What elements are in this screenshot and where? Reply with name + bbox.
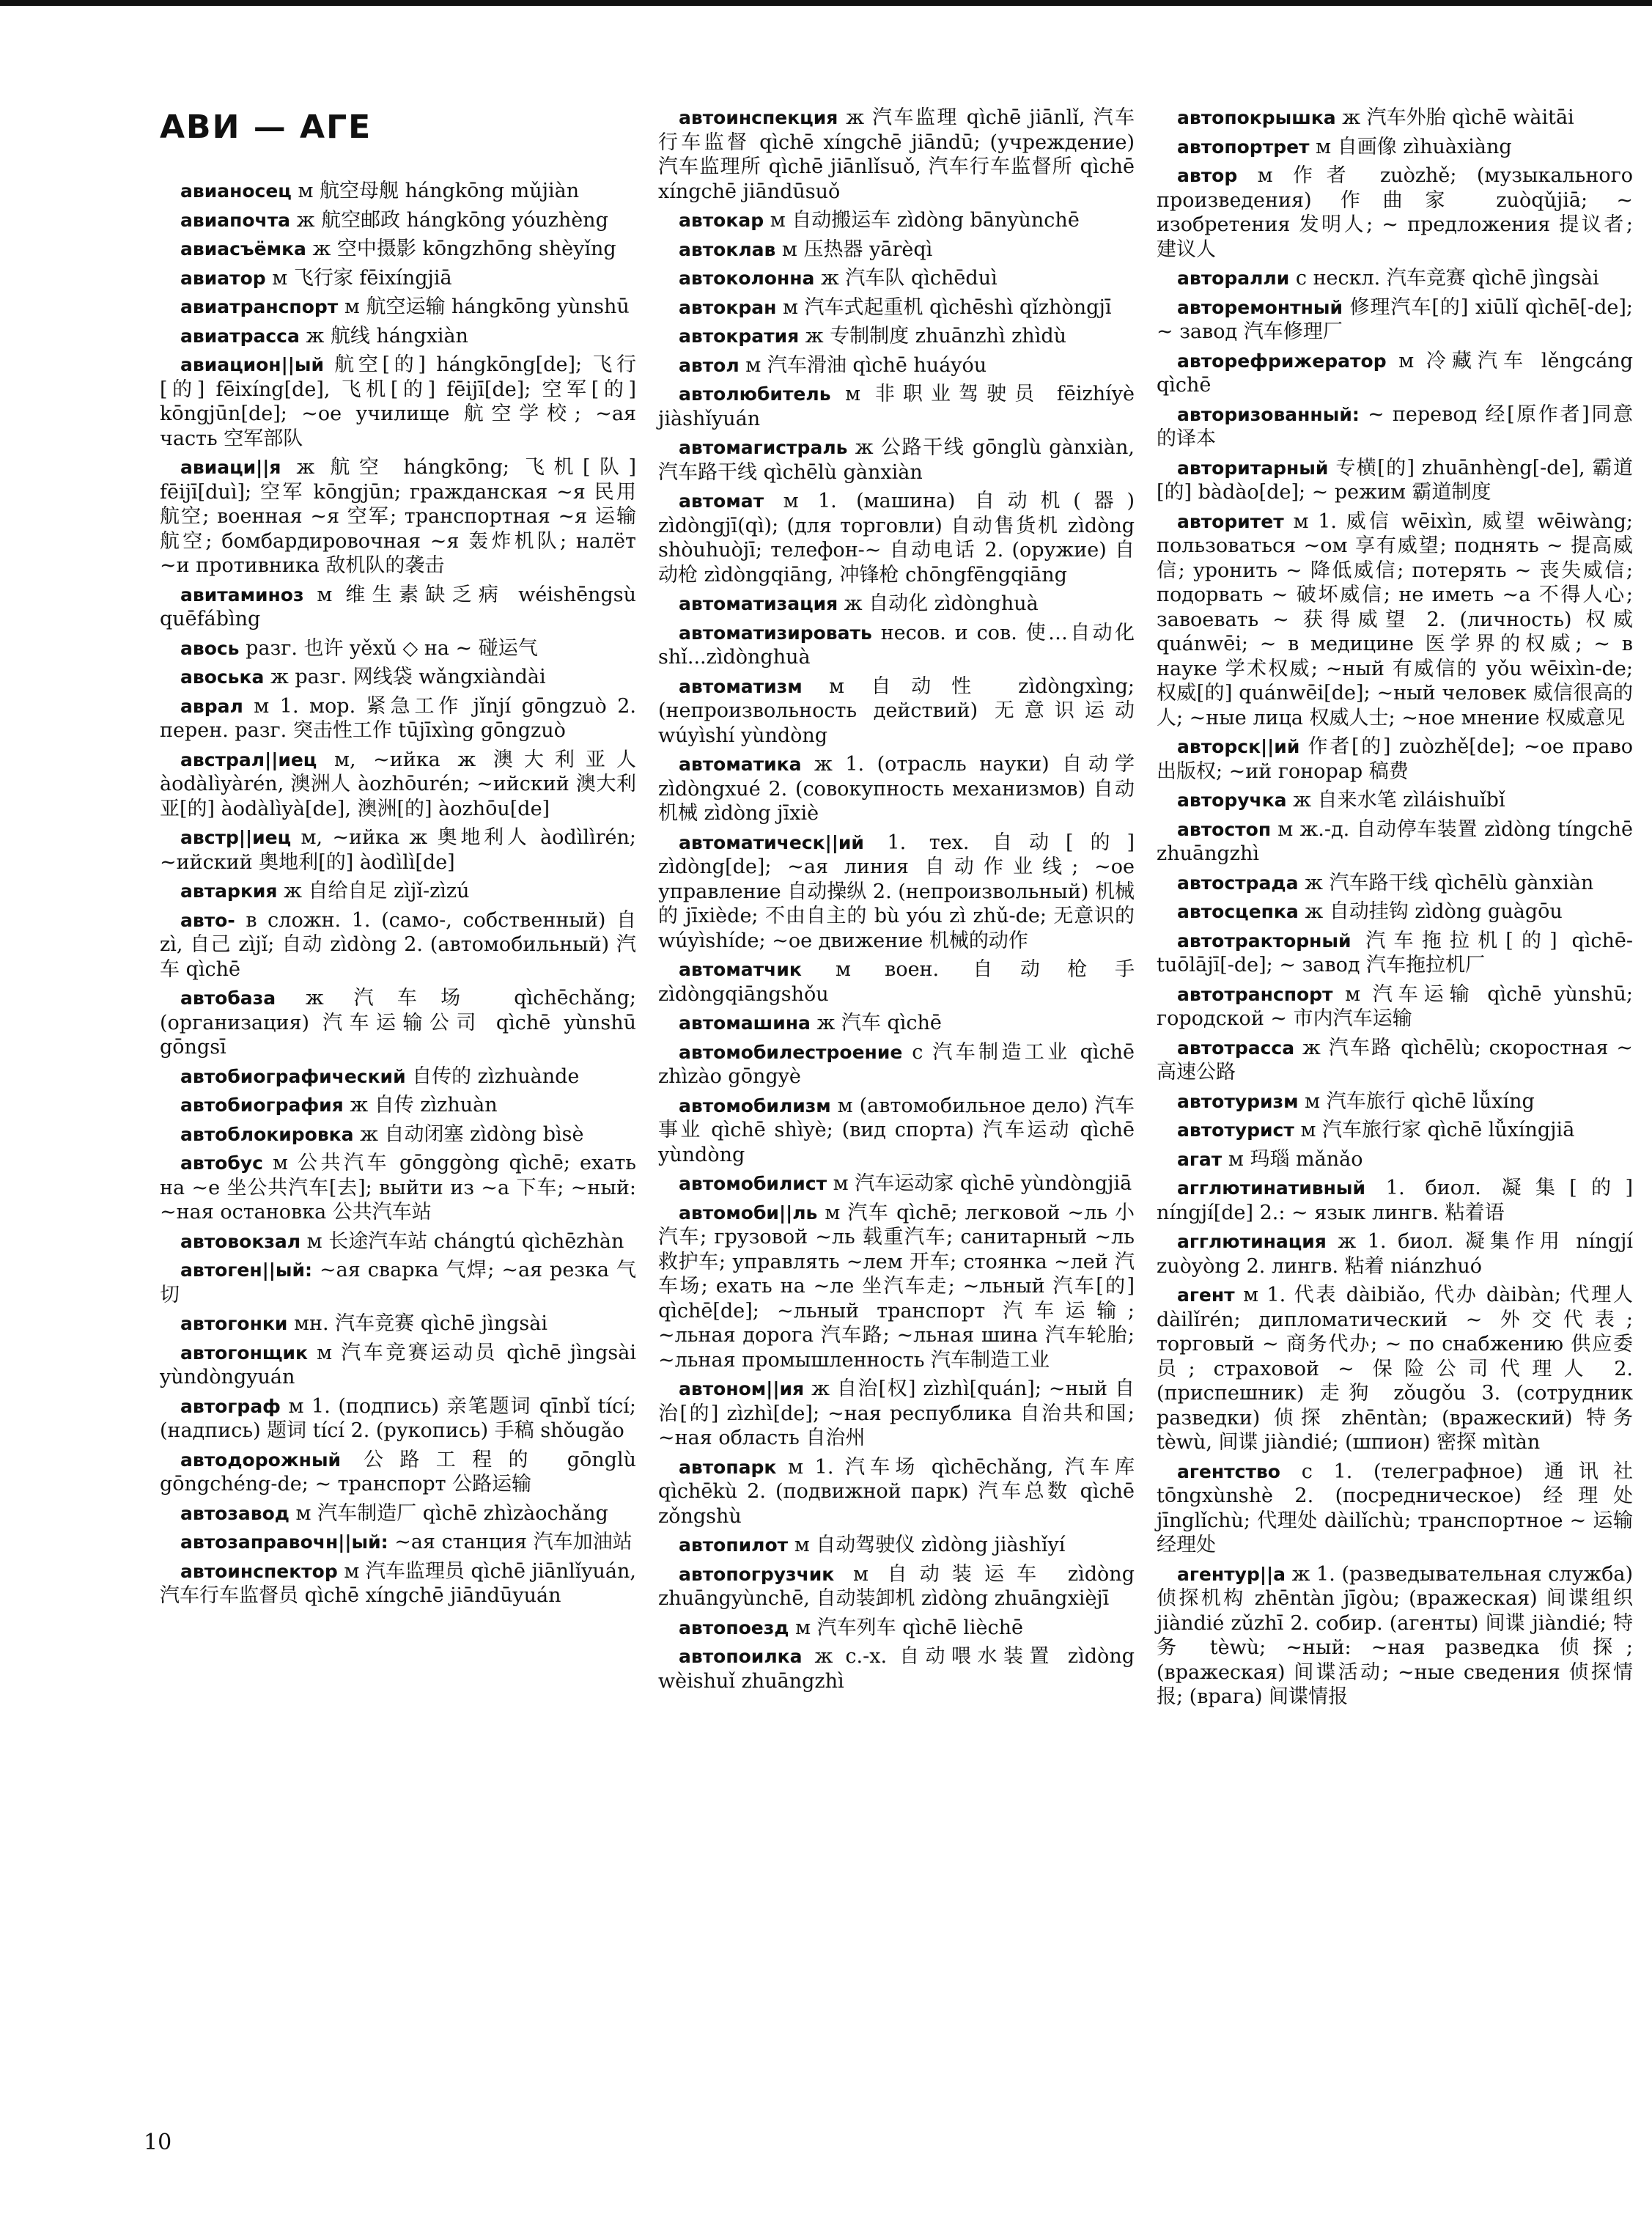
entry-definition: 作者[的] zuòzhě[de]; ~ое право 出版权; ~ий гонорар 稿费 (1157, 735, 1633, 783)
dictionary-entry (658, 1616, 1135, 1641)
entry-definition: м 1. 威信 wēixìn, 威望 wēiwàng; пользоваться ~ом 享有威望; поднять ~ 提高威信; уронить ~ 降低威信; потерять ~ 丧失威信; подорвать ~ 破坏威信; не иметь ~а 不得人心; завоевать ~ 获得威望 2. (личность) 权威 quánwēi; ~ в медицине 医学界的权威; ~ в науке 学术权威; ~ный 有威信的 yǒu wēixìn-de; 权威[的] quánwēi[de]; ~ный человек 威信很高的人; ~ные лица 权威人士; ~ное мнение 权威意见 (1157, 509, 1633, 729)
entry-headword: агентство (1177, 1460, 1280, 1482)
entry-definition: 专横[的] zhuānhèng[-de], 霸道[的] bàdào[de]; ~ режим 霸道制度 (1157, 456, 1633, 504)
entry-definition: м (автомобильное дело) 汽车事业 qìchē shìyè; (вид спорта) 汽车运动 qìchē yùndòng (658, 1094, 1135, 1166)
entry-headword: автоген||ый: (180, 1259, 313, 1281)
dictionary-entry (160, 179, 636, 204)
dictionary-entry (658, 1644, 1135, 1693)
entry-definition: м 汽车监理员 qìchē jiānlǐyuán, 汽车行车监督员 qìchē xíngchē jiāndūyuán (160, 1559, 636, 1607)
entry-headword: автобаза (180, 987, 276, 1009)
dictionary-entry (160, 353, 636, 451)
entry-headword: автостоп (1177, 818, 1272, 840)
entry-headword: авторучка (1177, 790, 1287, 811)
dictionary-entry (160, 1229, 636, 1254)
entry-definition: м ж.-д. 自动停车装置 zìdòng tíngchē zhuāngzhì (1157, 817, 1633, 865)
entry-headword: авторитет (1177, 510, 1284, 532)
entry-headword: автопокрышка (1177, 107, 1336, 128)
entry-definition: ж 汽车队 qìchēduì (821, 267, 998, 290)
dictionary-entry (658, 1040, 1135, 1089)
entry-headword: авто- (180, 909, 235, 931)
entry-definition: 修理汽车[的] xiūlǐ qìchē[-de]; ~ завод 汽车修理厂 (1157, 295, 1633, 343)
dictionary-entry (160, 665, 636, 690)
entry-definition: ж 汽车外胎 qìchē wàitāi (1342, 106, 1574, 129)
entry-definition: м 长途汽车站 chángtú qìchēzhàn (306, 1229, 624, 1253)
dictionary-entry (658, 208, 1135, 233)
dictionary-entry (160, 908, 636, 982)
dictionary-entry (160, 694, 636, 743)
dictionary-entry (1157, 1229, 1633, 1279)
dictionary-entry (658, 266, 1135, 291)
dictionary-entry (160, 1559, 636, 1608)
dictionary-entry (658, 1011, 1135, 1036)
entry-headword: автобиографический (180, 1065, 406, 1087)
entry-definition: м 汽车旅行 qìchē lǚxíng (1305, 1089, 1535, 1113)
entry-headword: авось (180, 637, 240, 659)
column-1 (160, 179, 636, 1613)
entry-definition: 公路工程的 gōnglù gōngchéng-de; ~ транспорт 公路运输 (160, 1448, 636, 1496)
dictionary-entry (658, 1171, 1135, 1196)
dictionary-entry (658, 674, 1135, 748)
entry-definition: ж 自动挂钩 zìdòng guàgōu (1305, 900, 1563, 923)
entry-definition: м 航空运输 hángkōng yùnshū (344, 295, 630, 318)
entry-headword: авианосец (180, 180, 292, 202)
entry-definition: м 玛瑙 mǎnǎo (1228, 1147, 1363, 1171)
entry-definition: ж 专制制度 zhuānzhì zhìdù (805, 325, 1066, 347)
dictionary-entry (160, 636, 636, 661)
entry-headword: авторемонтный (1177, 296, 1343, 318)
dictionary-entry (658, 295, 1135, 320)
entry-definition: мн. 汽车竞赛 qìchē jìngsài (293, 1312, 547, 1335)
dictionary-entry (160, 583, 636, 632)
entry-definition: ж 1. (разведывательная служба) 侦探机构 zhēntàn jīgòu; (вражеская) 间谍组织 jiàndié zǔzhī 2. собир. (агенты) 间谍 jiàndié; 特务 tèwù; ~ный: ~ная разведка 侦探; (вражеская) 间谍活动; ~ные сведения 侦探情报; (врага) 间谍情报 (1157, 1562, 1633, 1708)
entry-definition: ~ая сварка 气焊; ~ая резка 气切 (160, 1259, 636, 1306)
dictionary-entry (160, 208, 636, 233)
entry-definition: в сложн. 1. (само-, собственный) 自 zì, 自己 zìjǐ; 自动 zìdòng 2. (автомобильный) 汽车 qìchē (160, 908, 636, 981)
entry-definition: м 1. 汽车场 qìchēchǎng, 汽车库 qìchēkù 2. (подвижной парк) 汽车总数 qìchē zǒngshù (658, 1455, 1135, 1528)
dictionary-entry (1157, 1118, 1633, 1143)
entry-definition: ж с.-х. 自动喂水装置 zìdòng wèishuǐ zhuāngzhì (658, 1645, 1135, 1693)
entry-definition: м 1. (подпись) 亲笔题词 qīnbǐ tící; (надпись) 题词 tící 2. (рукопись) 手稿 shǒugǎo (160, 1394, 636, 1442)
dictionary-entry (160, 1064, 636, 1089)
entry-definition: м 汽车旅行家 qìchē lǚxíngjiā (1300, 1119, 1575, 1141)
dictionary-entry (160, 1341, 636, 1390)
dictionary-entry (658, 238, 1135, 262)
dictionary-entry (1157, 735, 1633, 784)
column-2 (658, 106, 1135, 1698)
entry-definition: м 汽车式起重机 qìchēshì qǐzhòngjī (782, 295, 1112, 319)
dictionary-entry (1157, 982, 1633, 1031)
entry-headword: агент (1177, 1284, 1235, 1306)
entry-definition: м 自动驾驶仪 zìdòng jiàshǐyí (794, 1534, 1066, 1556)
entry-definition: м 汽车竞赛运动员 qìchē jìngsài yùndòngyuán (160, 1341, 636, 1388)
entry-headword: автопогрузчик (679, 1563, 835, 1585)
entry-definition: м 自画像 zìhuàxiàng (1316, 135, 1512, 158)
dictionary-entry (1157, 266, 1633, 291)
entry-definition: ж 航线 hángxiàn (306, 324, 468, 347)
entry-definition: 1. тех. 自动[的] zìdòng[de]; ~ая линия 自动作业线; ~ое управление 自动操纵 2. (непроизвольный) 机械的 jīxiède; 不由自主的 bù yóu zì zhǔ-de; 无意识的 wúyìshíde; ~ое движение 机械的动作 (658, 831, 1135, 952)
dictionary-entry (1157, 163, 1633, 262)
entry-headword: автомашина (679, 1012, 811, 1034)
dictionary-entry (160, 237, 636, 262)
dictionary-entry (1157, 1562, 1633, 1710)
page-header: АВИ — АГЕ (160, 108, 372, 146)
entry-headword: автоpалли (1177, 268, 1290, 289)
dictionary-entry (658, 106, 1135, 204)
dictionary-entry (160, 748, 636, 822)
entry-definition: ж 自传 zìzhuàn (350, 1094, 498, 1116)
entry-definition: м 冷藏汽车 lěngcáng qìchē (1157, 349, 1633, 397)
entry-headword: агглютинативный (1177, 1177, 1365, 1199)
entry-headword: автограф (180, 1395, 281, 1417)
dictionary-entry (1157, 900, 1633, 924)
entry-definition: м 汽车滑油 qìchē huáyóu (745, 353, 987, 377)
entry-headword: австрал||иец (180, 748, 317, 770)
entry-definition: м 自动装运车 zìdòng zhuāngyùnchē, 自动装卸机 zìdòng zhuāngxièjī (658, 1562, 1135, 1610)
dictionary-entry (1157, 295, 1633, 345)
entry-headword: авиатор (180, 267, 266, 289)
entry-definition: м 航空母舰 hángkōng mǔjiàn (298, 180, 580, 202)
dictionary-entry (1157, 788, 1633, 813)
entry-headword: автоматизировать (679, 622, 872, 644)
entry-headword: автозаправочн||ый: (180, 1531, 388, 1553)
entry-headword: автосцепка (1177, 901, 1299, 922)
dictionary-entry (1157, 509, 1633, 731)
entry-definition: ж 公路干线 gōnglù gànxiàn, 汽车路干线 qìchēlù gànxiàn (658, 436, 1135, 484)
entry-definition: ~ перевод 经[原作者]同意的译本 (1157, 402, 1633, 450)
dictionary-entry (160, 455, 636, 578)
entry-definition: ~ая станция 汽车加油站 (394, 1531, 633, 1553)
dictionary-entry (160, 1122, 636, 1147)
entry-headword: автозавод (180, 1502, 290, 1524)
entry-definition: м 汽车制造厂 qìchē zhìzàochǎng (295, 1501, 608, 1525)
entry-headword: автоблокировка (180, 1123, 354, 1145)
entry-definition: ж 汽车路 qìchēlù; скоростная ~ 高速公路 (1157, 1036, 1634, 1084)
entry-definition: 自传的 zìzhuànde (412, 1064, 580, 1088)
dictionary-entry (1157, 1036, 1633, 1085)
dictionary-entry (160, 1501, 636, 1526)
entry-headword: авторитарный (1177, 457, 1329, 479)
entry-definition: ж 汽车场 qìchēchǎng; (организация) 汽车运输公司 qìchē yùnshū gōngsī (160, 987, 636, 1059)
dictionary-entry (658, 1201, 1135, 1373)
entry-definition: с 汽车制造工业 qìchē zhìzào gōngyè (658, 1040, 1135, 1088)
entry-headword: автоматика (679, 754, 802, 775)
entry-definition: м 汽车 qìchē; легковой ~ль 小汽车; грузовой ~ль 载重汽车; санитарный ~ль 救护车; управлять ~лем 开车; стоянка ~лей 汽车场; ехать на ~ле 坐汽车走; ~льный 汽车[的] qìchē[de]; ~льный транспорт 汽车运输; ~льная дорога 汽车路; ~льная шина 汽车轮胎; ~льная промышленность 汽车制造工业 (658, 1201, 1135, 1372)
entry-headword: автотракторный (1177, 930, 1352, 952)
column-3 (1157, 106, 1633, 1714)
entry-headword: автокран (679, 296, 777, 318)
entry-headword: авиатранспорт (180, 296, 339, 317)
dictionary-entry (1157, 456, 1633, 505)
dictionary-entry (1157, 402, 1633, 452)
dictionary-entry (160, 1394, 636, 1443)
entry-headword: автогонщик (180, 1342, 308, 1364)
dictionary-entry (1157, 929, 1633, 978)
dictionary-entry (658, 435, 1135, 485)
entry-headword: авторск||ий (1177, 736, 1300, 757)
dictionary-entry (658, 1377, 1135, 1451)
dictionary-entry (658, 382, 1135, 431)
entry-headword: авиапочта (180, 209, 291, 231)
dictionary-entry (658, 592, 1135, 617)
entry-definition: м 自动搬运车 zìdòng bānyùnchē (770, 209, 1080, 232)
entry-definition: м 压热器 yārèqì (781, 238, 933, 261)
entry-definition: м 汽车运动家 qìchē yùndòngjiā (833, 1172, 1132, 1195)
dictionary-entry (160, 1312, 636, 1336)
entry-headword: авиатрасса (180, 325, 300, 347)
entry-headword: автоматическ||ий (679, 831, 864, 853)
entry-headword: автоинспекция (679, 107, 838, 128)
entry-headword: автоматизация (679, 593, 838, 614)
entry-definition: ж 自治[权] zìzhì[quán]; ~ный 自治[的] zìzhì[de]; ~ная республика 自治共和国; ~ная область 自治州 (658, 1377, 1135, 1449)
entry-headword: автопортрет (1177, 136, 1310, 158)
entry-definition: м 自动性 zìdòngxìng; (непроизвольность действий) 无意识运动 wúyìshí yùndòng (658, 674, 1135, 747)
dictionary-entry (160, 1448, 636, 1497)
dictionary-entry (160, 879, 636, 904)
dictionary-entry (658, 1562, 1135, 1611)
dictionary-entry (160, 295, 636, 320)
entry-definition: ж 汽车监理 qìchē jiānlǐ, 汽车行车监督 qìchē xíngchē jiāndū; (учреждение) 汽车监理所 qìchē jiānlǐsuǒ, 汽车行车监督所 qìchē xíngchē jiāndūsuǒ (658, 106, 1135, 203)
entry-headword: агглютинация (1177, 1231, 1327, 1252)
entry-definition: 汽车拖拉机[的] qìchē-tuōlājī[-de]; ~ завод 汽车拖拉机厂 (1157, 929, 1633, 976)
entry-definition: м 1. мор. 紧急工作 jǐnjí gōngzuò 2. перен. разг. 突击性工作 tūjīxìng gōngzuò (160, 694, 636, 742)
entry-headword: автопоилка (679, 1646, 803, 1667)
entry-definition: ж 自给自足 zìjǐ-zìzú (284, 880, 470, 902)
entry-definition: 航空[的] hángkōng[de]; 飞行[的] fēixíng[de], 飞机[的] fēijī[de]; 空军[的] kōngjūn[de]; ~ое училище 航空学校; ~ая часть 空军部队 (160, 353, 636, 450)
entry-headword: авторизованный: (1177, 403, 1360, 425)
entry-definition: м 非职业驾驶员 fēizhíyè jiàshǐyuán (658, 383, 1135, 430)
entry-headword: автоклав (679, 238, 776, 260)
dictionary-entry (658, 1094, 1135, 1168)
entry-headword: автовокзал (180, 1230, 301, 1252)
entry-definition: м 维生素缺乏病 wéishēngsù quēfábìng (160, 583, 636, 630)
dictionary-entry (1157, 1089, 1633, 1114)
entry-headword: агат (1177, 1148, 1223, 1170)
entry-definition: ж 自动化 zìdònghuà (844, 592, 1039, 615)
dictionary-entry (658, 1533, 1135, 1558)
dictionary-entry (1157, 1283, 1633, 1455)
dictionary-entry (1157, 817, 1633, 867)
entry-headword: автоматчик (679, 959, 802, 980)
entry-definition: ж 汽车 qìchē (816, 1012, 942, 1034)
entry-headword: автобиография (180, 1095, 344, 1116)
entry-headword: автомобилизм (679, 1095, 831, 1116)
entry-headword: автомобилестроение (679, 1041, 903, 1063)
dictionary-entry (160, 986, 636, 1060)
dictionary-entry (658, 353, 1135, 378)
entry-headword: автопоезд (679, 1616, 789, 1638)
entry-definition: м, ~ийка ж 澳大利亚人 àodàlìyàrén, 澳洲人 àozhōurén; ~ийский 澳大利亚[的] àodàlìyà[de], 澳洲[的] àozhōu[de] (160, 748, 636, 820)
entry-definition: ж разг. 网线袋 wǎngxiàndài (270, 666, 546, 688)
dictionary-entry (658, 957, 1135, 1007)
entry-headword: автоном||ия (679, 1378, 805, 1399)
dictionary-entry (658, 831, 1135, 954)
entry-definition: м 飞行家 fēixíngjiā (272, 266, 452, 290)
entry-headword: автокар (679, 210, 764, 231)
entry-headword: автол (679, 354, 740, 376)
dictionary-entry (658, 324, 1135, 349)
dictionary-entry (1157, 135, 1633, 160)
dictionary-entry (1157, 1460, 1633, 1558)
entry-headword: автогонки (180, 1313, 288, 1334)
dictionary-entry (160, 266, 636, 291)
entry-definition: ж 自来水笔 zìláishuǐbǐ (1293, 789, 1505, 812)
entry-headword: авиацион||ый (180, 354, 324, 375)
entry-headword: автомобилист (679, 1173, 827, 1194)
dictionary-entry (160, 1093, 636, 1118)
entry-headword: автострада (1177, 872, 1299, 894)
dictionary-entry (160, 825, 636, 875)
entry-headword: автотрасса (1177, 1037, 1295, 1059)
entry-headword: автомагистраль (679, 437, 848, 458)
entry-definition: несов. и сов. 使…自动化 shǐ...zìdònghuà (658, 621, 1135, 669)
dictionary-entry (658, 621, 1135, 670)
entry-definition: ж 航空 hángkōng; 飞机[队] fēijī[duì]; 空军 kōngjūn; гражданская ~я 民用航空; военная ~я 空军; транспортная ~я 运输航空; бомбардировочная ~я 轰炸机队; налёт ~и противника 敌机队的袭击 (160, 456, 636, 577)
entry-definition: с 1. (телеграфное) 通讯社 tōngxùnshè 2. (посредническое) 经理处 jīnglǐchù; 代理处 dàilǐchù; транспортное ~ 运输经理处 (1157, 1460, 1633, 1556)
entry-definition: м 汽车列车 qìchē lièchē (795, 1616, 1023, 1639)
entry-definition: ж 1. (отрасль науки) 自动学 zìdòngxué 2. (совокупность механизмов) 自动机械 zìdòng jīxiè (658, 753, 1135, 825)
entry-definition: ж 自动闭塞 zìdòng bìsè (360, 1122, 584, 1146)
entry-headword: автаркия (180, 880, 278, 902)
entry-headword: автомоби||ль (679, 1202, 818, 1224)
entry-headword: автотуризм (1177, 1090, 1299, 1112)
entry-headword: автоматизм (679, 675, 803, 697)
dictionary-entry (160, 1530, 636, 1555)
dictionary-entry (1157, 349, 1633, 398)
dictionary-entry (658, 1455, 1135, 1529)
entry-definition: ж 1. биол. 凝集作用 níngjí zuòyòng 2. лингв. 粘着 niánzhuó (1157, 1230, 1633, 1278)
entry-headword: аврал (180, 695, 243, 717)
entry-definition: м 公共汽车 gōnggòng qìchē; ехать на ~е 坐公共汽车[去]; выйти из ~а 下车; ~ный: ~ная остановка 公共汽车站 (160, 1152, 636, 1224)
entry-definition: м, ~ийка ж 奥地利人 àodìlìrén; ~ийский 奥地利[的] àodìlì[de] (160, 826, 636, 874)
entry-definition: с нескл. 汽车竞赛 qìchē jìngsài (1295, 267, 1599, 290)
entry-headword: автократия (679, 325, 800, 347)
entry-headword: автор (1177, 165, 1238, 186)
entry-definition: м 1. 代表 dàibiǎo, 代办 dàibàn; 代理人 dàilǐrén; дипломатический ~ 外交代表; торговый ~ 商务代办; ~ по снабжению 供应委员; страховой ~ 保险公司代理人 2. (приспешник) 走狗 zǒugǒu 3. (сотрудник разведки) 侦探 zhēntàn; (вражеский) 特务 tèwù, 间谍 jiàndié; (шпион) 密探 mìtàn (1157, 1284, 1633, 1454)
entry-headword: автопилот (679, 1534, 789, 1556)
dictionary-entry (160, 1151, 636, 1225)
entry-definition: м 汽车运输 qìchē yùnshū; городской ~ 市内汽车运输 (1157, 982, 1633, 1030)
entry-headword: автоколонна (679, 268, 815, 289)
top-rule (0, 0, 1652, 6)
dictionary-entry (160, 324, 636, 349)
entry-definition: ж 汽车路干线 qìchēlù gànxiàn (1305, 871, 1594, 894)
entry-headword: авоська (180, 666, 265, 688)
entry-headword: автодорожный (180, 1449, 342, 1471)
entry-definition: ж 航空邮政 hángkōng yóuzhèng (296, 208, 608, 232)
dictionary-entry (1157, 1147, 1633, 1172)
dictionary-entry (658, 489, 1135, 587)
entry-definition: ж 空中摄影 kōngzhōng shèyǐng (312, 238, 616, 260)
entry-headword: авиаци||я (180, 457, 281, 478)
entry-headword: агентур||а (1177, 1563, 1286, 1585)
entry-definition: м 1. (машина) 自动机(器) zìdòngjī(qì); (для торговли) 自动售货机 zìdòng shòuhuòjī; телефон-~ 自动电话 2. (оружие) 自动枪 zìdòngqiāng, 冲锋枪 chōngfēngqiāng (658, 490, 1135, 586)
entry-definition: 1. биол. 凝集[的] níngjí[de] 2.: ~ язык лингв. 粘着语 (1157, 1177, 1633, 1224)
entry-definition: м 作者 zuòzhě; (музыкального произведения) 作曲家 zuòqǔjiā; ~ изобретения 发明人; ~ предложения 提议者; 建议人 (1157, 164, 1633, 261)
dictionary-entry (658, 752, 1135, 826)
entry-headword: автобус (180, 1152, 263, 1174)
entry-headword: австр||иец (180, 827, 292, 848)
entry-definition: м воен. 自动枪手 zìdòngqiāngshǒu (658, 958, 1135, 1006)
entry-headword: авиасъёмка (180, 238, 306, 260)
entry-headword: автопарк (679, 1456, 777, 1478)
dictionary-entry (1157, 1176, 1633, 1225)
entry-headword: автомат (679, 490, 764, 512)
entry-headword: автоинспектор (180, 1560, 338, 1582)
entry-headword: автолюбитель (679, 383, 831, 405)
dictionary-entry (1157, 106, 1633, 130)
entry-headword: авитаминоз (180, 584, 304, 606)
entry-headword: автотурист (1177, 1119, 1294, 1141)
entry-definition: разг. 也许 yěxǔ ◇ на ~ 碰运气 (246, 636, 538, 660)
dictionary-entry (1157, 871, 1633, 896)
entry-headword: авторефрижератор (1177, 350, 1387, 372)
page-number: 10 (144, 2130, 172, 2155)
entry-headword: автотранспорт (1177, 983, 1333, 1005)
dictionary-entry (160, 1258, 636, 1307)
